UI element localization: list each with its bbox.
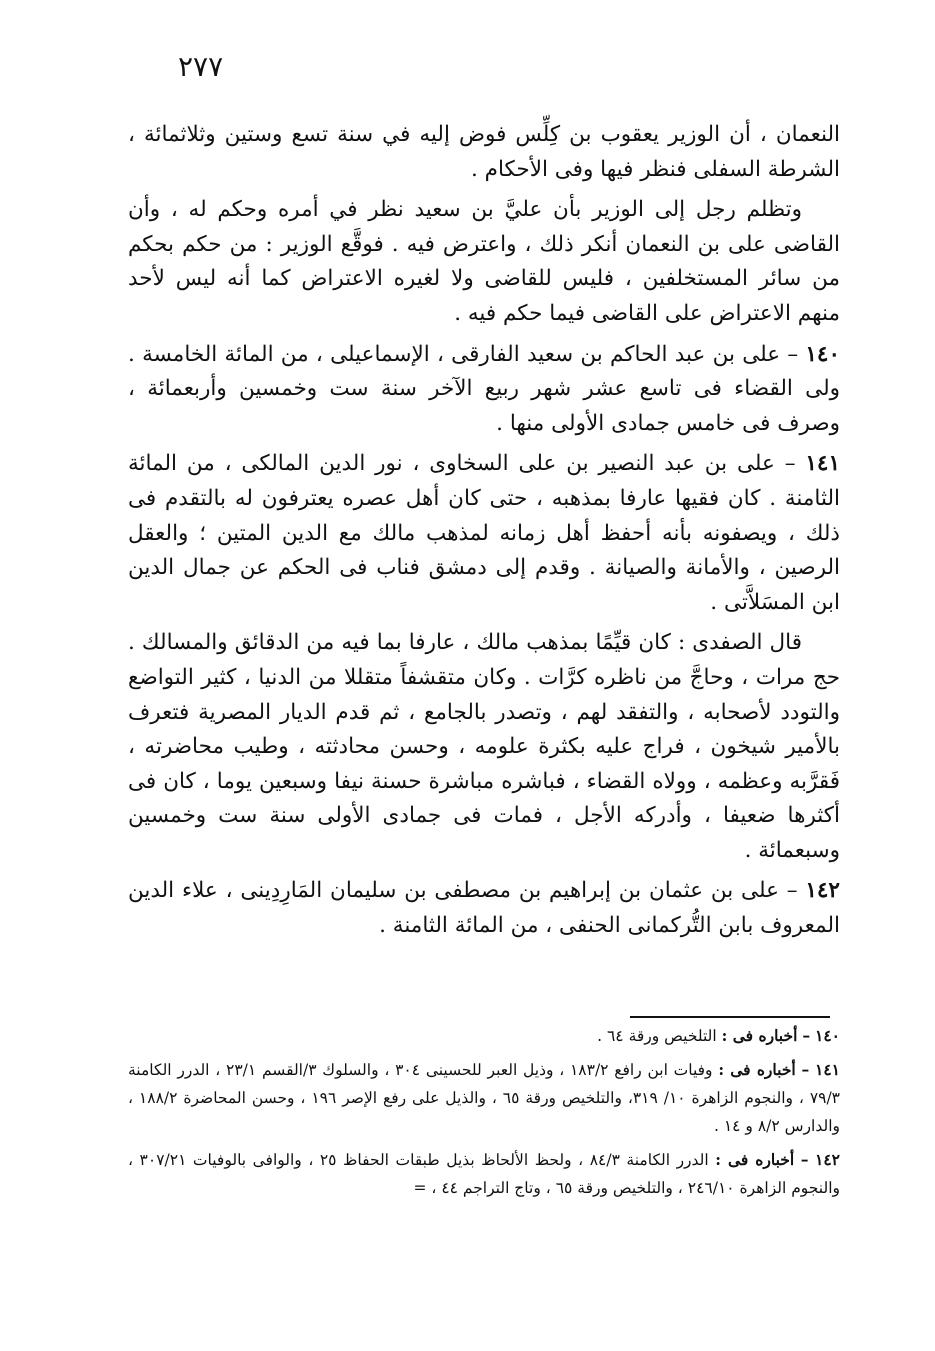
footnote-text: وفيات ابن رافع ١٨٣/٢ ، وذيل العبر للحسينى ٣٠٤ ، والسلوك ٣/القسم ٢٣/١ ، الدرر الكامنة ٧٩/٣ ، والنجوم الزاهرة ١٠/ ٣١٩، والتلخيص ورقة ٦٥ ، والذيل على رفع الإصر ١٩٦ ، وحسن المحاضرة ١٨٨/٢ ، والدارس ٨/٢ و ١٤ . — [128, 1061, 841, 1135]
footnote-dash: – — [800, 1150, 809, 1169]
main-text — [128, 118, 840, 950]
entry-dash: – — [786, 878, 798, 904]
footnote-number: ١٤٢ — [815, 1150, 840, 1169]
footnote-label: أخباره فى : — [721, 1026, 798, 1045]
entry-dash: – — [784, 451, 796, 477]
entry-text: على بن عبد النصير بن على السخاوى ، نور الدين المالكى ، من المائة الثامنة . كان فقيها عارفا بمذهبه ، حتى كان أهل عصره يعترفون له بالتقدم فى ذلك ، ويصفونه بأنه أحفظ أهل زمانه لمذهب مالك مع الدين المتين ؛ والعقل الرصين ، والأمانة والصيانة . وقدم إلى دمشق فناب فى الحكم عن جمال الدين ابن المسَلاَّتى . — [128, 451, 840, 615]
entry-142 — [128, 874, 840, 943]
entry-dash: – — [787, 341, 799, 367]
footnote-text: التلخيص ورقة ٦٤ . — [597, 1027, 717, 1045]
footnote-141 — [128, 1056, 840, 1140]
page-number: ٢٧٧ — [178, 50, 224, 83]
entry-text: على بن عثمان بن إبراهيم بن مصطفى بن سليمان المَارِدِينى ، علاء الدين المعروف بابن التُّركمانى الحنفى ، من المائة الثامنة . — [128, 878, 840, 939]
footnote-text: الدرر الكامنة ٨٤/٣ ، ولحظ الألحاظ بذيل طبقات الحفاظ ٢٥ ، والوافى بالوفيات ٣٠٧/٢١ ، والنجوم الزاهرة ٢٤٦/١٠ ، والتلخيص ورقة ٦٥ ، وتاج التراجم ٤٤ ، = — [128, 1151, 840, 1197]
entry-141-continuation: قال الصفدى : كان قيِّمًا بمذهب مالك ، عارفا بما فيه من الدقائق والمسالك . حج مرات ، وحاجَّ من ناظره كرَّات . وكان متقشفاً متقللا من الدنيا ، كثير التواضع والتودد لأصحابه ، والتفقد لهم ، وتصدر بالجامع ، ثم قدم الديار المصرية فتعرف بالأمير شيخون ، فراج عليه بكثرة علومه ، وحسن محادثته ، وطيب محاضرته ، فَقرَّبه وعظمه ، وولاه القضاء ، فباشره مباشرة حسنة نيفا وسبعين يوما ، كان فى أكثرها ضعيفا ، وأدركه الأجل ، فمات فى جمادى الأولى سنة ست وخمسين وسبعمائة . — [128, 630, 840, 863]
footnote-140 — [128, 1022, 840, 1050]
footnote-dash: – — [801, 1060, 810, 1079]
footnote-number: ١٤١ — [815, 1060, 840, 1079]
footnote-divider — [630, 1016, 830, 1018]
footnote-label: أخباره فى : — [715, 1150, 795, 1169]
entry-140 — [128, 338, 840, 442]
entry-number: ١٤٢ — [805, 878, 840, 904]
paragraph-complaint: وتظلم رجل إلى الوزير بأن عليَّ بن سعيد نظر في أمره وحكم له ، وأن القاضى على بن النعمان أنكر ذلك ، واعترض فيه . فوقَّع الوزير : من حكم بحكم من سائر المستخلفين ، فليس للقاضى ولا لغيره الاعتراض كما أنه ليس لأحد منهم الاعتراض على القاضى فيما حكم فيه . — [128, 197, 840, 326]
footnote-142 — [128, 1146, 840, 1202]
paragraph-continuation: النعمان ، أن الوزير يعقوب بن كِلِّس فوض إليه في سنة تسع وستين وثلاثمائة ، الشرطة السفلى فنظر فيها وفى الأحكام . — [128, 122, 840, 182]
footnote-label: أخباره فى : — [718, 1060, 796, 1079]
footnote-number: ١٤٠ — [815, 1026, 840, 1045]
entry-text: على بن عبد الحاكم بن سعيد الفارقى ، الإسماعيلى ، من المائة الخامسة . ولى القضاء فى تاسع عشر شهر ربيع الآخر سنة ست وخمسين وأربعمائة ، وصرف فى خامس جمادى الأولى منها . — [128, 341, 840, 436]
entry-number: ١٤١ — [805, 451, 840, 477]
entry-141 — [128, 447, 840, 620]
footnote-dash: – — [802, 1026, 811, 1045]
entry-number: ١٤٠ — [805, 341, 840, 367]
footnotes — [128, 1022, 840, 1208]
